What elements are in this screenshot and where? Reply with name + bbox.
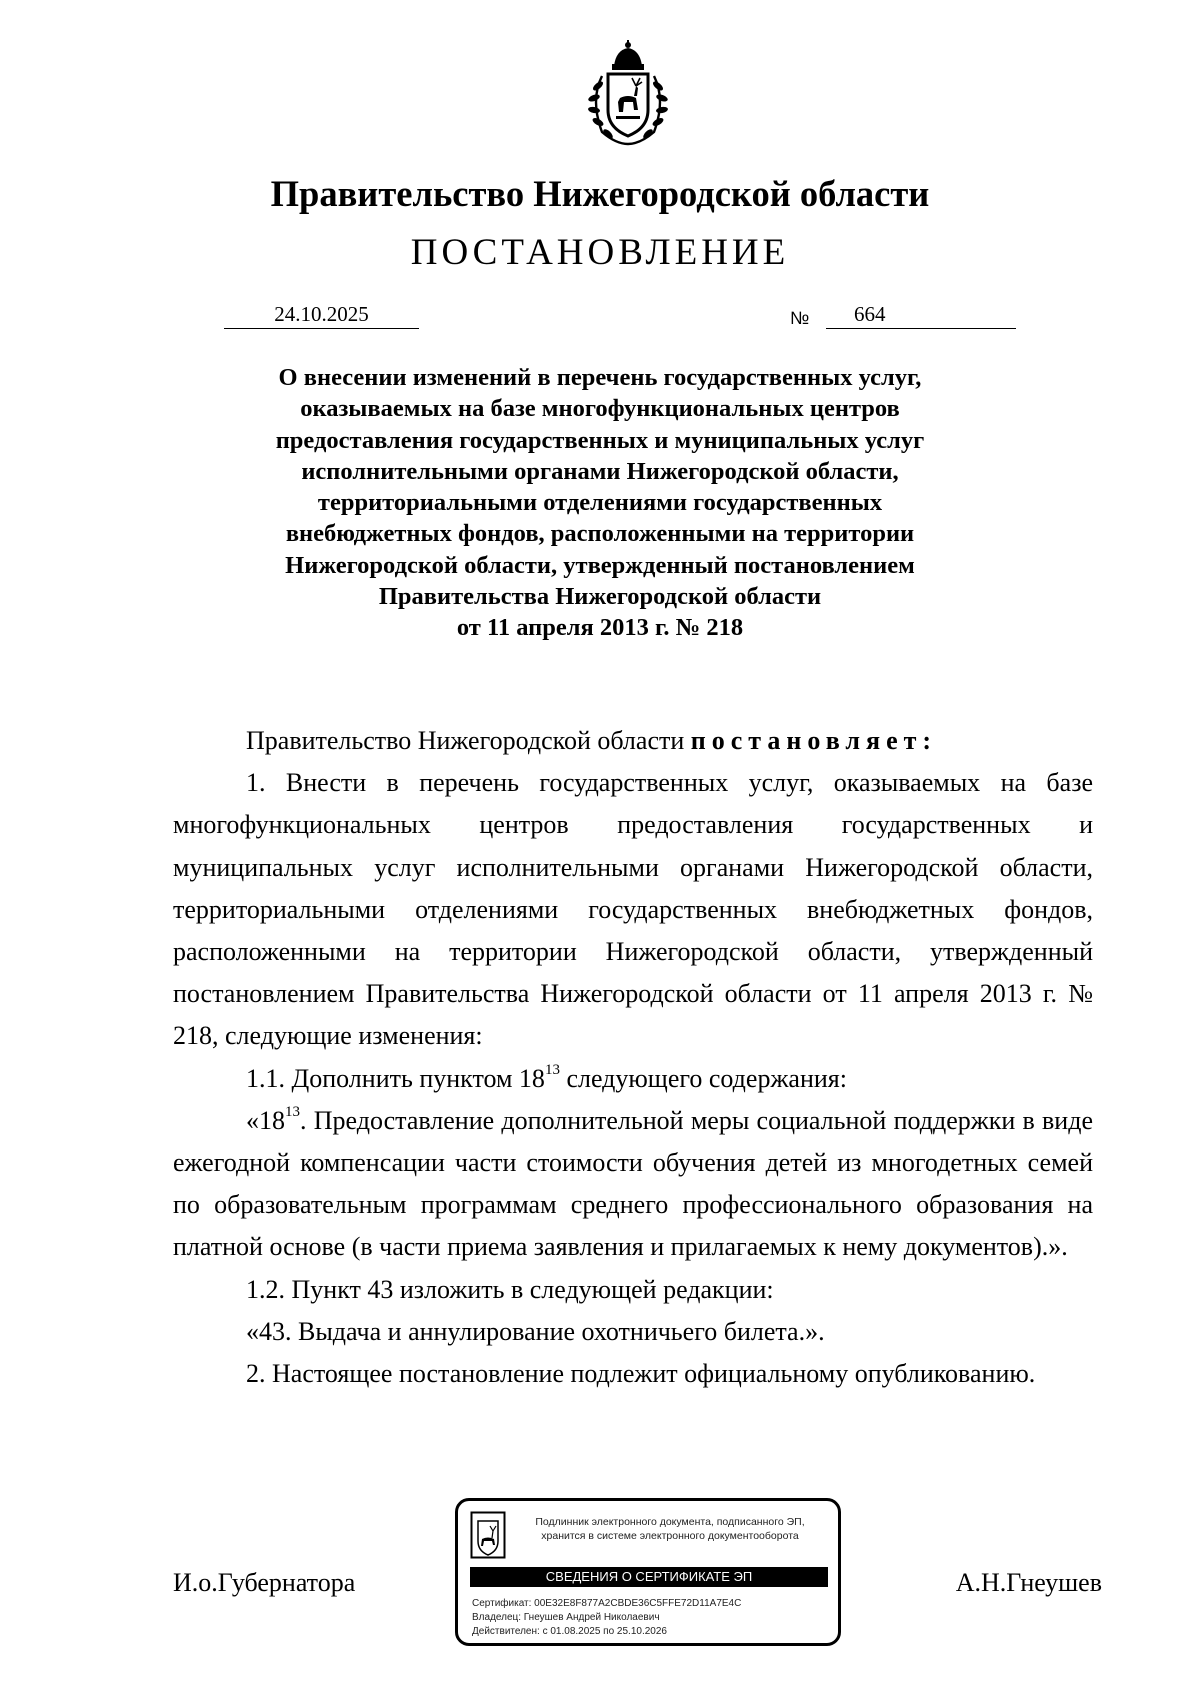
- stamp-note: [520, 1515, 820, 1543]
- p1-1-text-a: 1.1. Дополнить пунктом 18: [246, 1063, 545, 1093]
- intro-paragraph: [173, 720, 1093, 762]
- paragraph-2: 2. Настоящее постановление подлежит официальному опубликованию.: [246, 1359, 1036, 1389]
- stamp-note-line: Подлинник электронного документа, подписанного ЭП,: [535, 1516, 805, 1528]
- heading-line: Правительства Нижегородской области: [378, 583, 822, 611]
- intro-text: Правительство Нижегородской области: [246, 726, 685, 755]
- quote1-superscript: 13: [285, 1104, 300, 1121]
- quote-18-13: [173, 1100, 1093, 1269]
- heading-line: исполнительными органами Нижегородской области,: [301, 457, 899, 485]
- heading-line: внебюджетных фондов, расположенными на территории: [285, 520, 915, 548]
- p1-1-text-b: следующего содержания:: [559, 1063, 847, 1093]
- heading-line: оказываемых на базе многофункциональных центров: [300, 395, 900, 423]
- shield-deer-icon: [470, 1511, 506, 1559]
- quote1-text-a: «18: [246, 1105, 285, 1135]
- certificate-serial: Сертификат: 00E32E8F877A2CBDE36C5FFE72D11A7E4C: [472, 1598, 742, 1609]
- heading-line: территориальными отделениями государственных: [317, 489, 883, 517]
- organization-title: Правительство Нижегородской области: [270, 173, 930, 214]
- certificate-validity: Действителен: с 01.08.2025 по 25.10.2026: [472, 1626, 667, 1637]
- stamp-note-line: хранится в системе электронного документооборота: [541, 1530, 799, 1542]
- heading-line: предоставления государственных и муниципальных услуг: [275, 426, 925, 454]
- document-heading: [150, 362, 1050, 644]
- signatory-position: И.о.Губернатора: [173, 1568, 356, 1597]
- electronic-signature-stamp: [455, 1498, 841, 1646]
- number-sign: №: [790, 308, 810, 328]
- paragraph-1: 1. Внести в перечень государственных услуг, оказываемых на базе многофункциональных центров предоставления государственных и муниципальных услуг исполнительными органами Нижегородской области, территориальными отделениями государственных внебюджетных фондов, расположенными на территории Нижегородской области, утвержденный постановлением Правительства Нижегородской области от 11 апреля 2013 г. № 218, следующие изменения:: [173, 768, 1093, 1051]
- paragraph-1-1: [173, 1058, 1093, 1100]
- document-number: 664: [826, 300, 1016, 329]
- certificate-owner: Владелец: Гнеушев Андрей Николаевич: [472, 1612, 660, 1623]
- document-date: 24.10.2025: [224, 300, 419, 329]
- quote-43: «43. Выдача и аннулирование охотничьего билета.».: [246, 1316, 825, 1346]
- paragraph-1-2: 1.2. Пункт 43 изложить в следующей редакции:: [246, 1274, 774, 1304]
- coat-of-arms-emblem: [572, 40, 684, 150]
- document-type: ПОСТАНОВЛЕНИЕ: [410, 232, 790, 273]
- heading-line: О внесении изменений в перечень государственных услуг,: [278, 364, 922, 391]
- heading-line: от 11 апреля 2013 г. № 218: [456, 614, 744, 642]
- certificate-details: [472, 1597, 741, 1639]
- quote1-text-b: . Предоставление дополнительной меры социальной поддержки в виде ежегодной компенсации части стоимости обучения детей из многодетных семей по образовательным программам среднего профессионального образования на платной основе (в части приема заявления и прилагаемых к нему документов).».: [173, 1105, 1093, 1262]
- document-body: [173, 720, 1093, 1395]
- heading-line: Нижегородской области, утвержденный постановлением: [285, 551, 915, 579]
- intro-verb: постановляет:: [690, 726, 938, 755]
- signatory-name: А.Н.Гнеушев: [955, 1568, 1102, 1597]
- p1-1-superscript: 13: [544, 1061, 560, 1078]
- certificate-header: СВЕДЕНИЯ О СЕРТИФИКАТЕ ЭП: [470, 1567, 828, 1587]
